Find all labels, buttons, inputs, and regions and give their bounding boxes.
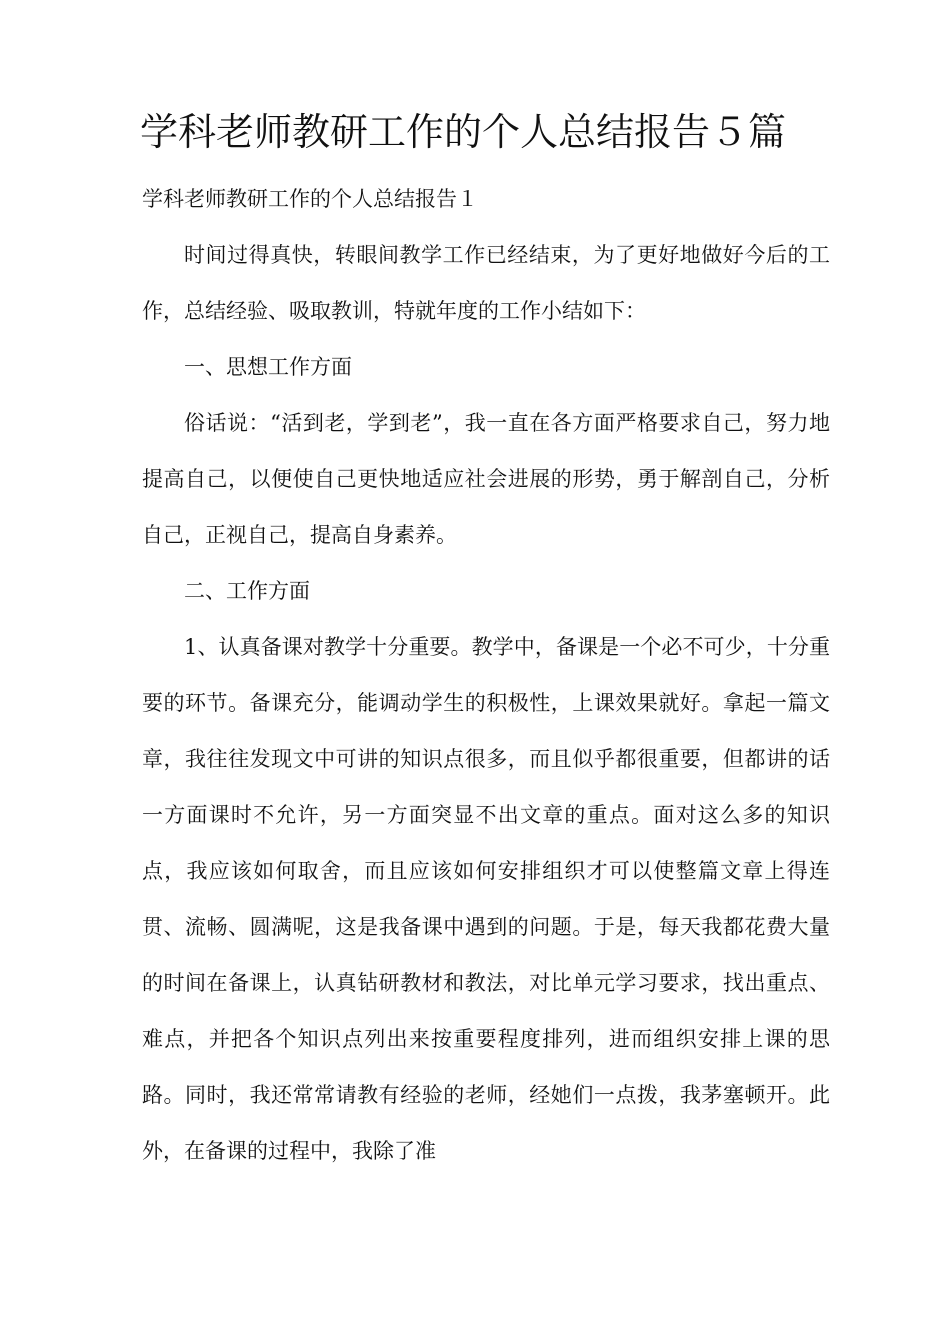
paragraph-intro: 时间过得真快，转眼间教学工作已经结束，为了更好地做好今后的工作，总结经验、吸取教训，特就年度的工作小结如下： [142,243,830,323]
section-heading-work: 二、工作方面 [184,579,310,603]
section-heading-thought: 一、思想工作方面 [184,355,352,379]
paragraph-thought: 俗话说：“活到老，学到老”，我一直在各方面严格要求自己，努力地提高自己，以便使自己更快地适应社会进展的形势，勇于解剖自己，分析自己，正视自己，提高自身素养。 [142,411,830,547]
section-heading: 学科老师教研工作的个人总结报告１ [142,187,478,211]
document-body [142,171,830,1179]
paragraph-lesson-prep: 1、认真备课对教学十分重要。教学中，备课是一个必不可少，十分重要的环节。备课充分，能调动学生的积极性，上课效果就好。拿起一篇文章，我往往发现文中可讲的知识点很多，而且似乎都很重要，但都讲的话一方面课时不允许，另一方面突显不出文章的重点。面对这么多的知识点，我应该如何取舍，而且应该如何安排组织才可以使整篇文章上得连贯、流畅、圆满呢，这是我备课中遇到的问题。于是，每天我都花费大量的时间在备课上，认真钻研教材和教法，对比单元学习要求，找出重点、难点，并把各个知识点列出来按重要程度排列，进而组织安排上课的思路。同时，我还常常请教有经验的老师，经她们一点拨，我茅塞顿开。此外，在备课的过程中，我除了准 [142,635,830,1163]
document-title: 学科老师教研工作的个人总结报告５篇 [140,110,787,154]
